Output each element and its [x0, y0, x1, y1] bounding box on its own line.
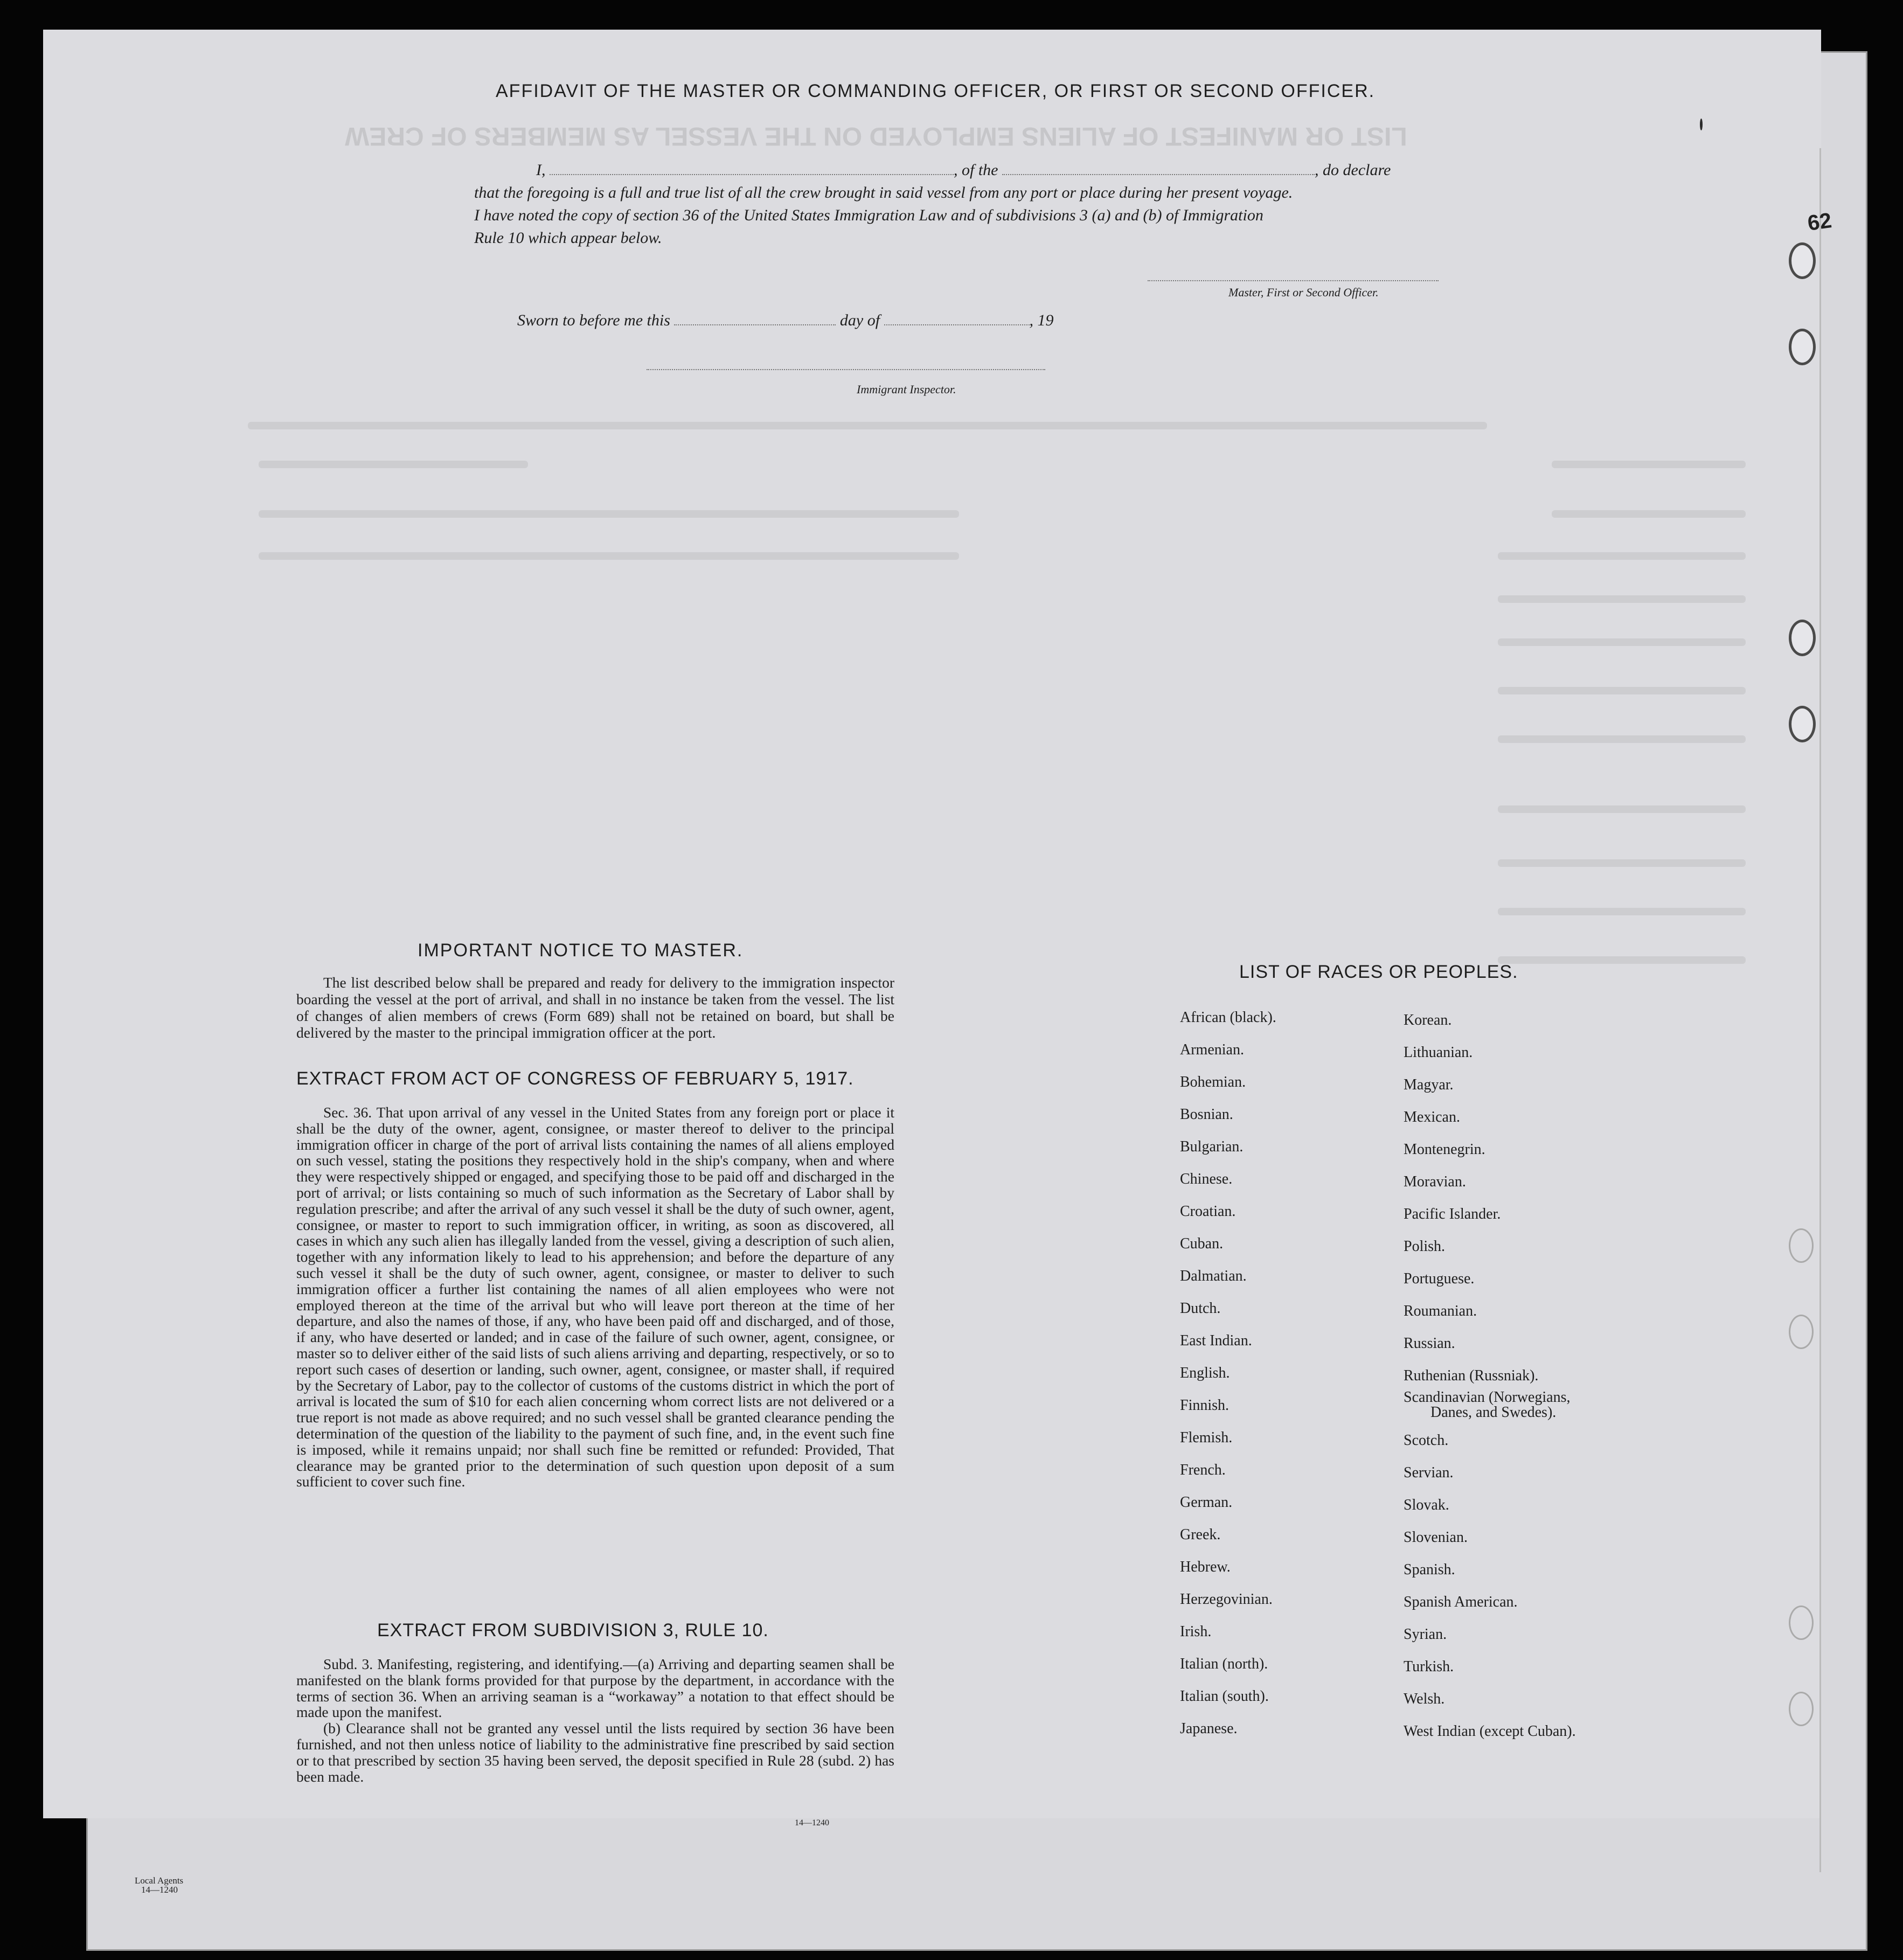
punch-hole — [1789, 329, 1816, 365]
notice-heading: IMPORTANT NOTICE TO MASTER. — [418, 940, 744, 961]
race-item: Dutch. — [1180, 1300, 1221, 1317]
affidavit-line-4: Rule 10 which appear below. — [474, 229, 662, 247]
race-item: Russian. — [1404, 1335, 1455, 1352]
race-item: Moravian. — [1404, 1173, 1466, 1190]
bleed-through-row — [1498, 859, 1746, 867]
act-heading: EXTRACT FROM ACT OF CONGRESS OF FEBRUARY 5, 1917. — [296, 1068, 854, 1089]
affidavit-body — [474, 159, 1460, 249]
race-item: Montenegrin. — [1404, 1141, 1485, 1158]
form-number: 14—1240 — [795, 1818, 829, 1827]
local-agents-note — [135, 1876, 183, 1894]
master-name-field[interactable] — [550, 174, 954, 175]
rule-text — [296, 1656, 894, 1784]
race-item: Greek. — [1180, 1526, 1221, 1543]
race-item: Hebrew. — [1180, 1559, 1231, 1575]
bleed-through-row — [1498, 552, 1746, 560]
bleed-through-row — [1498, 956, 1746, 964]
race-item: Spanish. — [1404, 1561, 1455, 1578]
affidavit-do-declare: , do declare — [1315, 161, 1391, 179]
bleed-through-row — [1498, 908, 1746, 915]
master-signature-line[interactable] — [1148, 280, 1439, 281]
punch-hole — [1789, 1228, 1814, 1263]
race-item: Armenian. — [1180, 1041, 1244, 1058]
race-item: Bosnian. — [1180, 1106, 1233, 1123]
race-item: Portuguese. — [1404, 1270, 1475, 1287]
race-item: Spanish American. — [1404, 1594, 1518, 1610]
rule-heading: EXTRACT FROM SUBDIVISION 3, RULE 10. — [377, 1620, 769, 1641]
race-item: Italian (south). — [1180, 1688, 1269, 1705]
race-item: Roumanian. — [1404, 1303, 1477, 1319]
notice-text: The list described below shall be prepared and ready for delivery to the immigration inspector boarding the vessel at the port of arrival, and shall in no instance be taken from the vessel. The list of changes of alien members of crews (Form 689) shall not be retained on board, but shall be delivered by the master to the principal immigration officer at the port. — [296, 974, 894, 1041]
race-item: Japanese. — [1180, 1720, 1238, 1737]
race-item: Cuban. — [1180, 1235, 1224, 1252]
signature-label: Master, First or Second Officer. — [1228, 286, 1379, 299]
race-item: Danes, and Swedes). — [1430, 1404, 1557, 1421]
race-item: Slovak. — [1404, 1497, 1449, 1513]
race-item: Herzegovinian. — [1180, 1591, 1273, 1608]
race-item: Bulgarian. — [1180, 1138, 1244, 1155]
sworn-year: , 19 — [1029, 311, 1054, 329]
race-item: Finnish. — [1180, 1397, 1230, 1414]
bleed-through-row — [1498, 687, 1746, 694]
inspector-label: Immigrant Inspector. — [857, 383, 956, 396]
punch-hole — [1789, 1605, 1814, 1640]
race-item: Croatian. — [1180, 1203, 1236, 1220]
affidavit-line-2: that the foregoing is a full and true list of all the crew brought in said vessel from any port or place during her present voyage. — [474, 184, 1293, 201]
race-item: Flemish. — [1180, 1429, 1233, 1446]
punch-hole — [1789, 1315, 1814, 1349]
affidavit-title: AFFIDAVIT OF THE MASTER OR COMMANDING OFFICER, OR FIRST OR SECOND OFFICER. — [496, 81, 1376, 101]
race-item: Servian. — [1404, 1464, 1454, 1481]
race-item: West Indian (except Cuban). — [1404, 1723, 1576, 1740]
race-item: German. — [1180, 1494, 1233, 1511]
affidavit-line-1 — [474, 159, 1460, 182]
race-item: Turkish. — [1404, 1658, 1454, 1675]
punch-hole — [1789, 1692, 1814, 1726]
local-agents-label: Local Agents — [135, 1875, 184, 1886]
race-item: Dalmatian. — [1180, 1268, 1247, 1284]
race-item: Scandinavian (Norwegians, — [1404, 1389, 1571, 1406]
punch-hole — [1789, 242, 1816, 279]
race-item: Polish. — [1404, 1238, 1446, 1255]
races-heading: LIST OF RACES OR PEOPLES. — [1239, 962, 1518, 982]
bleed-through-row — [259, 552, 959, 560]
race-item: Magyar. — [1404, 1076, 1454, 1093]
affidavit-line-3: I have noted the copy of section 36 of the United States Immigration Law and of subdivisions 3 (a) and (b) of Immigration — [474, 206, 1263, 224]
affidavit-of-the: , of the — [954, 161, 998, 179]
inspector-signature-line[interactable] — [647, 369, 1045, 370]
local-agents-number: 14—1240 — [141, 1885, 178, 1895]
race-item: East Indian. — [1180, 1332, 1252, 1349]
sworn-day-of: day of — [839, 311, 880, 329]
sworn-line — [517, 311, 1054, 330]
rule-paragraph-b: (b) Clearance shall not be granted any vessel until the lists required by section 36 have been furnished, and not then unless notice of liability to the administrative fine prescribed by said section or to that prescribed by section 35 having been served, the deposit specified in Rule 28 (subd. 2) has been made. — [296, 1720, 894, 1785]
race-item: Korean. — [1404, 1012, 1452, 1028]
sworn-month-field[interactable] — [884, 324, 1030, 325]
bleed-through-row — [259, 510, 959, 518]
act-text: Sec. 36. That upon arrival of any vessel in the United States from any foreign port or place it shall be the duty of the owner, agent, consignee, or master thereof to deliver to the principal immigration officer in charge of the port of arrival lists containing the names of all aliens employed on such vessel, stating the positions they respectively hold in the ship's company, when and where they were respectively shipped or engaged, and specifying those to be paid off and discharged in the port of arrival; or lists containing so much of such information as the Secretary of Labor shall by regulation prescribe; and after the arrival of any such vessel it shall be the duty of such owner, agent, consignee, or master to report to such immigration officer, in writing, as soon as discovered, all cases in which any such alien has illegally landed from the vessel, giving a description of such alien, together with any information likely to lead to his apprehension; and before the departure of any such vessel it shall be the duty of such owner, agent, consignee, or master to deliver to such immigration officer a further list containing the names of all alien employees who were not employed thereon at the time of the arrival but who will leave port thereon at the time of her departure, and also the names of those, if any, who have been paid off and discharged, and of those, if any, who have deserted or landed; and in case of the failure of such owner, agent, consignee, or master so to deliver either of the said lists of such aliens arriving and departing, respectively, or so to report such cases of desertion or landing, such owner, agent, consignee, or master shall, if required by the Secretary of Labor, pay to the collector of customs of the customs district in which the port of arrival is located the sum of $10 for each alien concerning whom correct lists are not delivered or a true report is not made as above required; and no such vessel shall be granted clearance pending the determination of the question of the liability to the payment of such fine, and, in the event such fine is imposed, while it remains unpaid; nor shall such fine be remitted or refunded: Provided, That clearance may be granted prior to the determination of such question upon deposit of a sum sufficient to cover such fine. — [296, 1104, 894, 1490]
race-item: English. — [1180, 1365, 1230, 1381]
document-page — [43, 30, 1833, 1818]
bleed-through-row — [259, 461, 528, 468]
bleed-through-row — [1552, 510, 1746, 518]
race-item: African (black). — [1180, 1009, 1276, 1026]
sworn-start: Sworn to before me this — [517, 311, 670, 329]
bleed-through-row — [1498, 638, 1746, 646]
race-item: Ruthenian (Russniak). — [1404, 1367, 1539, 1384]
race-item: Italian (north). — [1180, 1656, 1268, 1672]
race-item: Slovenian. — [1404, 1529, 1468, 1546]
bleed-through-text: LIST OR MANIFEST OF ALIENS EMPLOYED ON THE VESSEL AS MEMBERS OF CREW — [345, 122, 1407, 150]
bleed-through-row — [1498, 595, 1746, 603]
pen-mark — [1700, 119, 1703, 130]
race-item: French. — [1180, 1462, 1226, 1478]
punch-hole — [1789, 706, 1816, 742]
race-item: Lithuanian. — [1404, 1044, 1473, 1061]
race-item: Bohemian. — [1180, 1074, 1246, 1090]
corner-mark: 62 — [1806, 208, 1833, 235]
rule-paragraph-a: Subd. 3. Manifesting, registering, and identifying.—(a) Arriving and departing seamen shall be manifested on the blank forms provided for that purpose by the department, in accordance with the terms of section 36. When an arriving seaman is a “workaway” a notation to that effect should be made upon the manifest. — [296, 1656, 894, 1721]
sworn-day-field[interactable] — [674, 324, 836, 325]
bleed-through-row — [248, 422, 1487, 429]
affidavit-i: I, — [536, 161, 546, 179]
race-item: Irish. — [1180, 1623, 1212, 1640]
bleed-through-row — [1552, 461, 1746, 468]
bleed-through-row — [1498, 735, 1746, 743]
page-edge-line — [1819, 148, 1821, 1872]
race-item: Welsh. — [1404, 1691, 1445, 1707]
race-item: Chinese. — [1180, 1171, 1233, 1187]
race-item: Scotch. — [1404, 1432, 1449, 1449]
vessel-name-field[interactable] — [1002, 174, 1315, 175]
race-item: Syrian. — [1404, 1626, 1447, 1643]
race-item: Mexican. — [1404, 1109, 1460, 1125]
punch-hole — [1789, 620, 1816, 656]
race-item: Pacific Islander. — [1404, 1206, 1501, 1222]
bleed-through-row — [1498, 805, 1746, 813]
